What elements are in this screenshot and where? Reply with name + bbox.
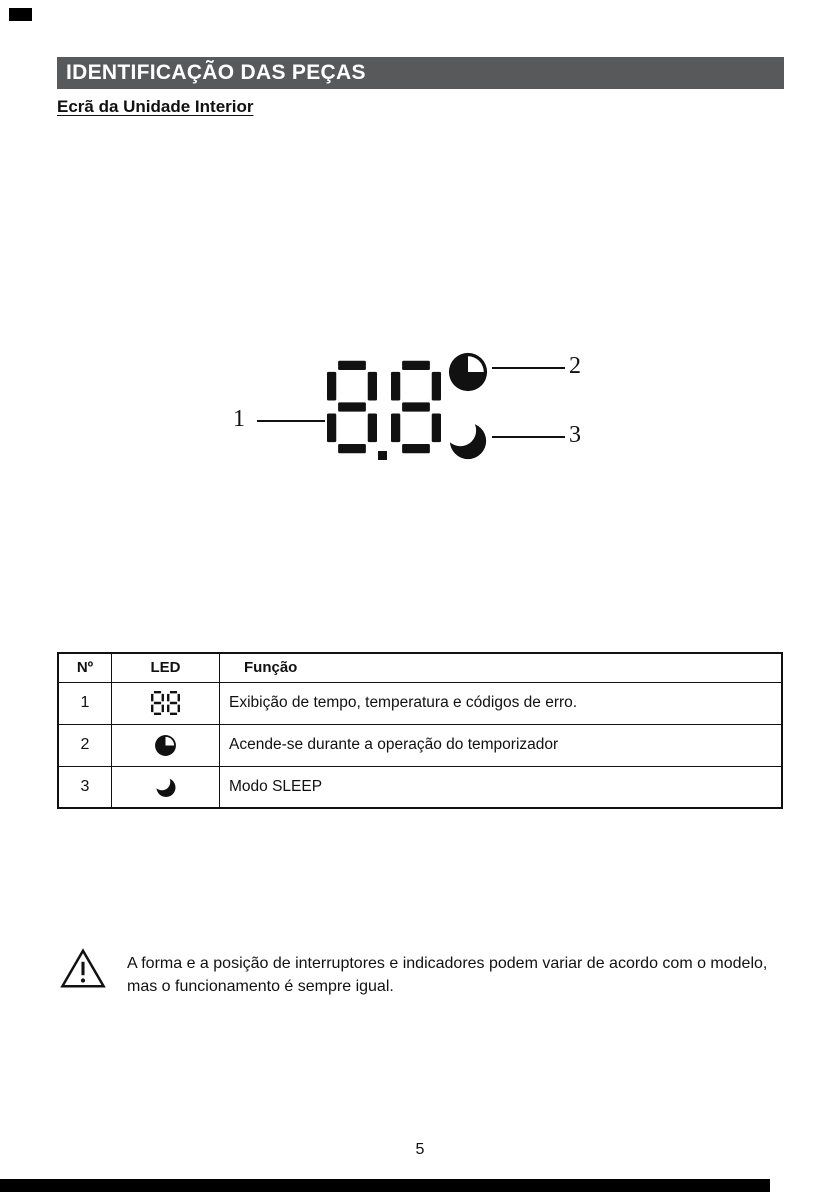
row-3-number: 3 [58,766,112,808]
row-2-led-cell [112,724,220,766]
callout-3-label: 3 [569,422,581,448]
led-function-table [57,652,783,809]
scan-artifact-bottom [0,1179,770,1192]
scan-artifact-top-left [9,8,32,21]
row-1-number: 1 [58,682,112,724]
seven-segment-digit-icon [327,351,377,463]
moon-icon [155,776,177,798]
row-2-number: 2 [58,724,112,766]
callout-3-line [492,436,565,438]
callout-2-label: 2 [569,353,581,379]
timer-icon [447,351,489,393]
row-3-led-cell [112,766,220,808]
seven-segment-digit-icon [391,351,441,463]
row-1-function: Exibição de tempo, temperatura e códigos de erro. [220,682,783,724]
section-title: IDENTIFICAÇÃO DAS PEÇAS [66,61,366,84]
row-3-function: Modo SLEEP [220,766,783,808]
callout-2-line [492,367,565,369]
table-row [58,766,782,808]
callout-1-line [257,420,325,422]
table-row [58,682,782,724]
header-funcao: Função [220,653,783,682]
row-2-function: Acende-se durante a operação do temporizador [220,724,783,766]
callout-1-label: 1 [233,406,245,432]
decimal-point [378,451,387,460]
timer-icon [154,734,177,757]
row-1-led-cell [112,682,220,724]
section-header-bar [57,57,784,89]
table-row [58,724,782,766]
moon-icon [447,419,489,461]
header-led: LED [112,653,220,682]
note-text: A forma e a posição de interruptores e indicadores podem variar de acordo com o modelo, mas o funcionamento é sempre igual. [127,955,768,995]
page-number: 5 [415,1141,425,1158]
seven-segment-display-icon [151,691,180,715]
warning-triangle-icon [60,947,106,990]
header-num: Nº [58,653,112,682]
table-header-row [58,653,782,682]
subsection-title: Ecrã da Unidade Interior [57,97,254,116]
